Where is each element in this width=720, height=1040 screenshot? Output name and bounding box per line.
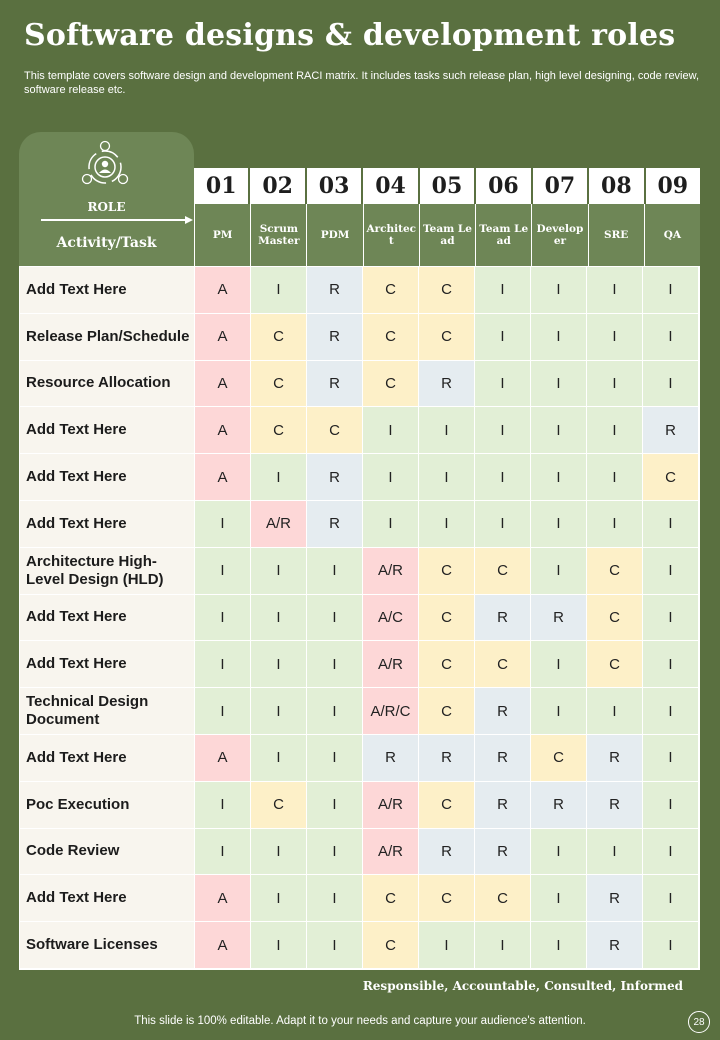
page-subtitle: This template covers software design and development RACI matrix. It includes tasks such release plan, high level designing, code review, software release etc.	[24, 70, 700, 96]
raci-cell: I	[643, 782, 699, 829]
raci-matrix	[19, 132, 700, 970]
raci-cell: R	[587, 922, 643, 969]
raci-cell: I	[475, 267, 531, 314]
raci-cell: I	[531, 267, 587, 314]
raci-cell: I	[531, 875, 587, 922]
raci-cell: I	[475, 407, 531, 454]
raci-cell: A	[195, 875, 251, 922]
raci-cell: I	[587, 454, 643, 501]
raci-cell: R	[531, 782, 587, 829]
role-number: 04	[363, 168, 417, 204]
raci-cell: I	[195, 641, 251, 688]
raci-cell: C	[363, 267, 419, 314]
raci-cell: R	[307, 314, 363, 361]
raci-cell: R	[475, 595, 531, 642]
raci-cell: R	[307, 454, 363, 501]
raci-cell: R	[587, 782, 643, 829]
role-number-row	[194, 168, 700, 204]
task-label: Resource Allocation	[20, 361, 195, 408]
raci-cell: C	[419, 641, 475, 688]
raci-cell: A/R	[363, 829, 419, 876]
role-name: Architect	[363, 204, 419, 266]
raci-cell: R	[307, 501, 363, 548]
task-label: Add Text Here	[20, 875, 195, 922]
task-label: Add Text Here	[20, 595, 195, 642]
role-number: 09	[646, 168, 700, 204]
raci-cell: I	[531, 501, 587, 548]
role-number: 08	[589, 168, 643, 204]
raci-cell: C	[419, 548, 475, 595]
raci-cell: I	[251, 735, 307, 782]
task-label: Add Text Here	[20, 267, 195, 314]
raci-cell: I	[587, 829, 643, 876]
raci-cell: I	[251, 875, 307, 922]
raci-cell: I	[531, 548, 587, 595]
raci-cell: I	[587, 361, 643, 408]
raci-cell: I	[643, 501, 699, 548]
raci-cell: C	[251, 782, 307, 829]
raci-cell: I	[531, 641, 587, 688]
raci-cell: R	[363, 735, 419, 782]
raci-cell: I	[531, 361, 587, 408]
footer-note: This slide is 100% editable. Adapt it to your needs and capture your audience's attention.	[134, 1015, 586, 1027]
task-label: Release Plan/Schedule	[20, 314, 195, 361]
raci-cell: A/C	[363, 595, 419, 642]
raci-cell: I	[531, 407, 587, 454]
raci-cell: R	[307, 267, 363, 314]
role-number: 07	[533, 168, 587, 204]
raci-cell: I	[251, 688, 307, 735]
raci-cell: I	[643, 267, 699, 314]
raci-cell: R	[587, 875, 643, 922]
task-label: Add Text Here	[20, 501, 195, 548]
raci-cell: I	[475, 314, 531, 361]
raci-cell: R	[419, 735, 475, 782]
raci-cell: I	[587, 314, 643, 361]
raci-cell: I	[419, 501, 475, 548]
raci-cell: I	[475, 361, 531, 408]
task-label: Add Text Here	[20, 407, 195, 454]
raci-cell: I	[251, 922, 307, 969]
raci-cell: C	[251, 407, 307, 454]
raci-cell: I	[531, 314, 587, 361]
task-label: Software Licenses	[20, 922, 195, 969]
role-name: Team Lead	[419, 204, 475, 266]
raci-cell: C	[587, 548, 643, 595]
raci-cell: R	[643, 407, 699, 454]
raci-cell: A/R	[363, 641, 419, 688]
raci-cell: A/R	[363, 548, 419, 595]
raci-cell: C	[475, 641, 531, 688]
raci-cell: A	[195, 407, 251, 454]
raci-cell: I	[195, 548, 251, 595]
role-number: 02	[250, 168, 304, 204]
raci-cell: C	[643, 454, 699, 501]
raci-cell: I	[307, 922, 363, 969]
raci-cell: I	[195, 829, 251, 876]
page-number: 28	[688, 1011, 710, 1033]
role-name: Developer	[531, 204, 587, 266]
task-label: Technical Design Document	[20, 688, 195, 735]
raci-cell: R	[419, 361, 475, 408]
raci-cell: R	[475, 829, 531, 876]
raci-cell: I	[531, 922, 587, 969]
raci-cell: I	[475, 501, 531, 548]
raci-cell: I	[195, 688, 251, 735]
raci-cell: C	[419, 688, 475, 735]
raci-cell: I	[643, 922, 699, 969]
raci-cell: I	[307, 782, 363, 829]
raci-cell: C	[363, 922, 419, 969]
raci-cell: I	[307, 829, 363, 876]
raci-cell: I	[251, 267, 307, 314]
role-name: Scrum Master	[250, 204, 306, 266]
raci-cell: I	[307, 548, 363, 595]
raci-cell: I	[251, 595, 307, 642]
raci-cell: A	[195, 922, 251, 969]
raci-cell: C	[363, 875, 419, 922]
role-number: 06	[476, 168, 530, 204]
role-name: SRE	[588, 204, 644, 266]
page-title: Software designs & development roles	[24, 18, 676, 53]
raci-cell: C	[419, 314, 475, 361]
role-header-box	[19, 132, 194, 266]
raci-cell: I	[643, 688, 699, 735]
raci-cell: I	[531, 688, 587, 735]
raci-cell: C	[307, 407, 363, 454]
raci-cell: I	[363, 407, 419, 454]
raci-cell: I	[643, 314, 699, 361]
raci-cell: R	[587, 735, 643, 782]
user-gear-cycle-icon	[77, 139, 133, 195]
raci-cell: C	[587, 595, 643, 642]
raci-cell: I	[531, 454, 587, 501]
task-label: Code Review	[20, 829, 195, 876]
task-label: Add Text Here	[20, 735, 195, 782]
role-number: 05	[420, 168, 474, 204]
role-name: Team Lead	[475, 204, 531, 266]
role-name: PDM	[306, 204, 362, 266]
raci-cell: A	[195, 361, 251, 408]
task-label: Architecture High-Level Design (HLD)	[20, 548, 195, 595]
raci-cell: I	[363, 501, 419, 548]
raci-cell: A	[195, 454, 251, 501]
raci-cell: I	[307, 595, 363, 642]
task-label: Poc Execution	[20, 782, 195, 829]
raci-table	[19, 266, 700, 970]
raci-cell: C	[531, 735, 587, 782]
raci-cell: I	[195, 501, 251, 548]
raci-legend: Responsible, Accountable, Consulted, Informed	[362, 979, 683, 993]
raci-cell: A	[195, 267, 251, 314]
raci-cell: I	[195, 782, 251, 829]
raci-cell: I	[531, 829, 587, 876]
raci-cell: I	[251, 548, 307, 595]
raci-cell: I	[643, 875, 699, 922]
raci-cell: R	[475, 735, 531, 782]
raci-cell: R	[475, 782, 531, 829]
raci-cell: I	[643, 361, 699, 408]
raci-cell: I	[251, 454, 307, 501]
raci-cell: A/R	[251, 501, 307, 548]
raci-cell: I	[307, 641, 363, 688]
raci-cell: I	[643, 641, 699, 688]
raci-cell: I	[587, 407, 643, 454]
raci-cell: I	[475, 922, 531, 969]
raci-cell: C	[419, 782, 475, 829]
role-number: 01	[194, 168, 248, 204]
raci-cell: I	[195, 595, 251, 642]
raci-cell: I	[307, 875, 363, 922]
raci-cell: C	[419, 267, 475, 314]
raci-cell: R	[531, 595, 587, 642]
role-label: ROLE	[87, 200, 126, 214]
raci-cell: C	[419, 595, 475, 642]
raci-cell: I	[475, 454, 531, 501]
arrow-right-icon	[41, 216, 193, 224]
raci-cell: R	[475, 688, 531, 735]
raci-cell: R	[419, 829, 475, 876]
raci-cell: A	[195, 314, 251, 361]
raci-cell: A/R/C	[363, 688, 419, 735]
raci-cell: I	[363, 454, 419, 501]
role-name-row	[194, 204, 700, 266]
raci-cell: I	[643, 595, 699, 642]
raci-cell: I	[587, 267, 643, 314]
task-label: Add Text Here	[20, 454, 195, 501]
raci-cell: C	[475, 875, 531, 922]
task-label: Add Text Here	[20, 641, 195, 688]
raci-cell: C	[251, 361, 307, 408]
raci-cell: A/R	[363, 782, 419, 829]
raci-cell: I	[251, 829, 307, 876]
raci-cell: I	[251, 641, 307, 688]
raci-cell: A	[195, 735, 251, 782]
raci-cell: I	[307, 688, 363, 735]
raci-cell: I	[587, 688, 643, 735]
raci-cell: I	[419, 407, 475, 454]
raci-cell: C	[363, 314, 419, 361]
raci-cell: I	[643, 735, 699, 782]
role-number: 03	[307, 168, 361, 204]
raci-cell: C	[587, 641, 643, 688]
raci-cell: I	[643, 548, 699, 595]
raci-cell: C	[475, 548, 531, 595]
raci-cell: I	[643, 829, 699, 876]
role-name: PM	[194, 204, 250, 266]
raci-cell: I	[307, 735, 363, 782]
activity-task-label: Activity/Task	[56, 235, 157, 251]
raci-cell: C	[363, 361, 419, 408]
role-name: QA	[644, 204, 700, 266]
raci-cell: C	[419, 875, 475, 922]
raci-cell: I	[419, 922, 475, 969]
raci-cell: I	[587, 501, 643, 548]
raci-cell: R	[307, 361, 363, 408]
raci-cell: I	[419, 454, 475, 501]
raci-cell: C	[251, 314, 307, 361]
